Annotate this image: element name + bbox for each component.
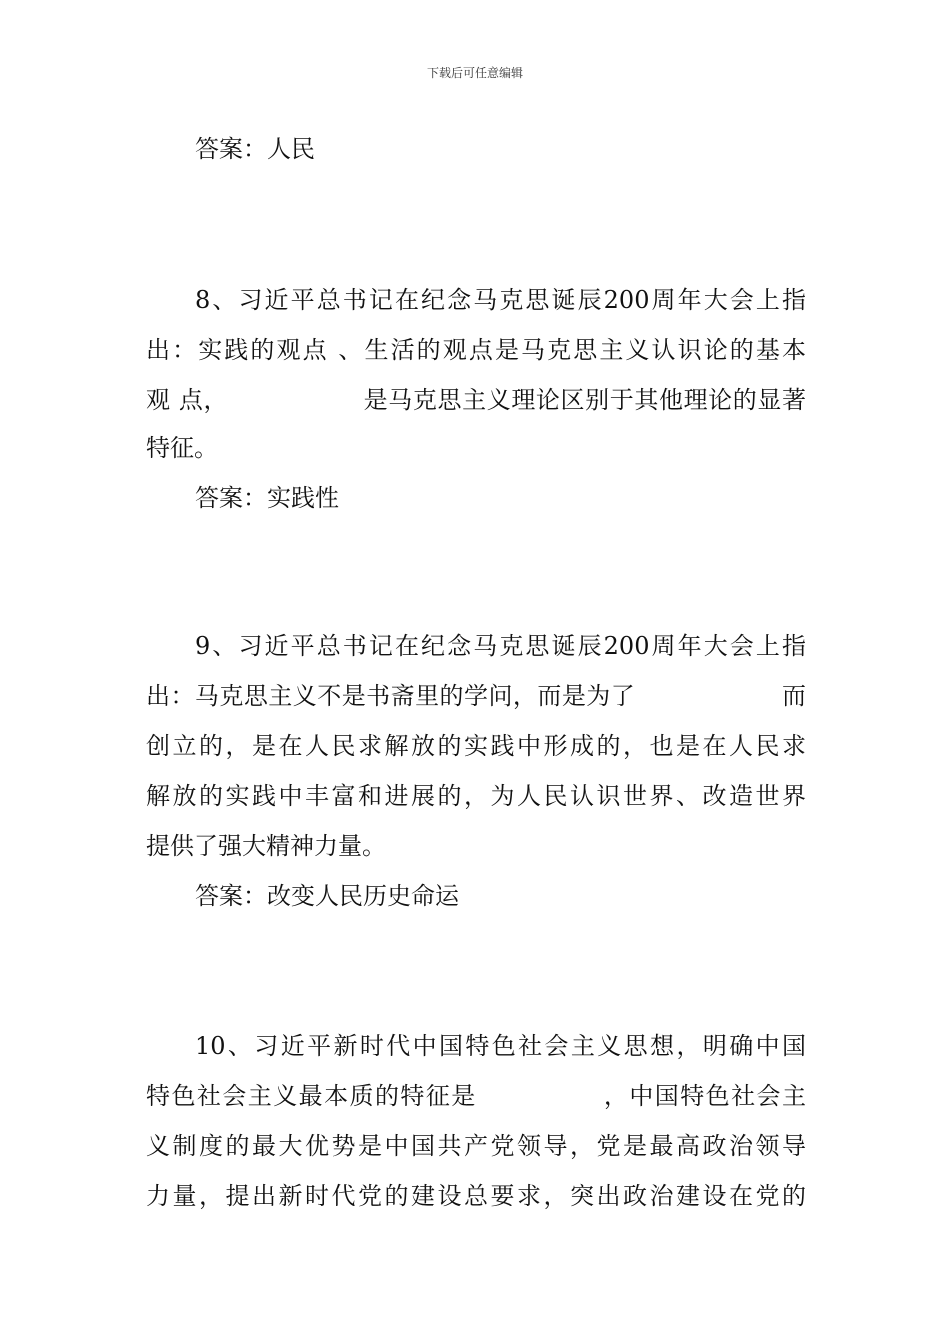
question-8-line-3: 观 点， 是马克思主义理论区别于其他理论的显著 bbox=[146, 386, 806, 414]
answer-line: 答案：人民 bbox=[195, 135, 315, 163]
page-header-note: 下载后可任意编辑 bbox=[426, 66, 523, 80]
question-9-answer: 答案：改变人民历史命运 bbox=[195, 882, 459, 910]
question-9-line-3: 创立的，是在人民求解放的实践中形成的，也是在人民求 bbox=[146, 732, 806, 760]
question-9-line-1: 9、习近平总书记在纪念马克思诞辰200周年大会上指 bbox=[195, 632, 806, 660]
question-10-line-4: 力量，提出新时代党的建设总要求，突出政治建设在党的 bbox=[146, 1182, 806, 1210]
question-8-line-4: 特征。 bbox=[146, 434, 218, 462]
question-9-line-5: 提供了强大精神力量。 bbox=[146, 832, 386, 860]
question-9-line-2: 出：马克思主义不是书斋里的学问，而是为了 而 bbox=[146, 682, 806, 710]
question-9-line-4: 解放的实践中丰富和进展的，为人民认识世界、改造世界 bbox=[146, 782, 806, 810]
question-10-line-3: 义制度的最大优势是中国共产党领导，党是最高政治领导 bbox=[146, 1132, 806, 1160]
question-10-line-1: 10、习近平新时代中国特色社会主义思想，明确中国 bbox=[195, 1032, 806, 1060]
question-8-line-1: 8、习近平总书记在纪念马克思诞辰200周年大会上指 bbox=[195, 286, 806, 314]
question-8-line-2: 出：实践的观点 、生活的观点是马克思主义认识论的基本 bbox=[146, 336, 806, 364]
question-8-answer: 答案：实践性 bbox=[195, 484, 339, 512]
question-10-line-2: 特色社会主义最本质的特征是 ，中国特色社会主 bbox=[146, 1082, 806, 1110]
